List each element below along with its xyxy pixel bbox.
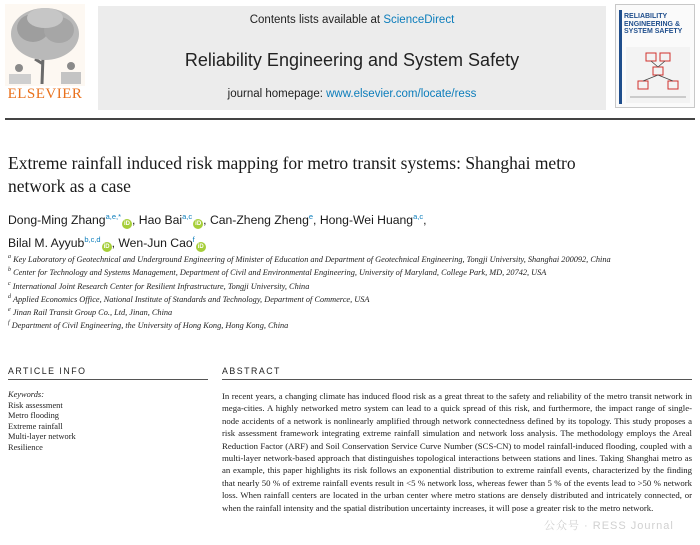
- author-name[interactable]: Can-Zheng Zheng: [209, 213, 309, 228]
- author-separator: ,: [203, 213, 207, 228]
- author-2[interactable]: [139, 213, 207, 227]
- affiliation-b: [8, 265, 648, 278]
- watermark-overlay: 公众号 · RESS Journal: [544, 520, 674, 532]
- keyword-item: Metro flooding: [8, 411, 59, 421]
- affiliation-e: [8, 305, 648, 318]
- cover-stripe: [619, 10, 622, 104]
- keyword-item: Multi-layer network: [8, 432, 76, 442]
- affiliation-key: e: [8, 307, 11, 314]
- contents-prefix: Contents lists available at: [249, 14, 384, 26]
- author-affil-sup[interactable]: e: [308, 212, 314, 221]
- cover-title: RELIABILITY ENGINEERING & SYSTEM SAFETY: [624, 13, 683, 35]
- orcid-icon[interactable]: iD: [124, 221, 130, 228]
- orcid-icon[interactable]: iD: [197, 244, 204, 251]
- affiliation-d: [8, 292, 648, 305]
- article-info-divider: [8, 379, 208, 380]
- keywords-list: [8, 390, 208, 454]
- affiliation-f: [8, 318, 648, 331]
- author-affil-sup[interactable]: a,e,*: [105, 212, 121, 221]
- sciencedirect-link[interactable]: ScienceDirect: [383, 14, 455, 26]
- author-3[interactable]: [210, 213, 316, 227]
- affiliation-text: Center for Technology and Systems Management, Department of Civil and Environmental Engineering, University of Maryland, College Park, MD, 20742, USA: [13, 268, 547, 278]
- affiliation-text: Jinan Rail Transit Group Co., Ltd, Jinan, China: [12, 307, 173, 317]
- author-4[interactable]: [320, 213, 427, 227]
- orcid-icon[interactable]: iD: [103, 244, 110, 251]
- affiliation-text: Applied Economics Office, National Institute of Standards and Technology, Department of Commerce, USA: [12, 294, 370, 304]
- keyword-item: Extreme rainfall: [8, 421, 63, 431]
- author-1[interactable]: [8, 213, 135, 227]
- homepage-prefix: journal homepage:: [227, 88, 327, 100]
- affiliation-key: c: [8, 280, 11, 287]
- paper-title: Extreme rainfall induced risk mapping for metro transit systems: Shanghai metro network as a case: [8, 153, 576, 196]
- keywords-label: Keywords:: [8, 390, 44, 399]
- author-name[interactable]: Hao Bai: [138, 213, 183, 228]
- contents-line: [98, 14, 606, 26]
- abstract-divider: [222, 379, 692, 380]
- author-separator: ,: [423, 213, 427, 228]
- author-affil-sup[interactable]: f: [192, 235, 195, 245]
- author-6[interactable]: [118, 236, 205, 250]
- keyword-item: Resilience: [8, 442, 43, 452]
- author-affil-sup[interactable]: b,c,d: [84, 235, 101, 245]
- affiliation-list: [8, 252, 648, 332]
- journal-info-box: [98, 6, 606, 110]
- author-name[interactable]: Bilal M. Ayyub: [8, 236, 85, 251]
- abstract-heading: ABSTRACT: [222, 366, 281, 376]
- author-separator: ,: [111, 236, 115, 251]
- article-info-heading: ARTICLE INFO: [8, 366, 87, 376]
- author-affil-sup[interactable]: a,c: [182, 212, 193, 221]
- author-name[interactable]: Hong-Wei Huang: [319, 213, 414, 228]
- affiliation-key: f: [8, 320, 10, 327]
- affiliation-key: d: [8, 293, 11, 300]
- homepage-line: [98, 88, 606, 100]
- keyword-item: Risk assessment: [8, 400, 63, 410]
- cover-illustration: [626, 47, 690, 103]
- author-name[interactable]: Dong-Ming Zhang: [8, 213, 106, 228]
- banner-divider: [5, 118, 695, 120]
- author-name[interactable]: Wen-Jun Cao: [118, 236, 193, 251]
- affiliation-text: Key Laboratory of Geotechnical and Underground Engineering of Minister of Education and Department of Geotechnical Engineering, Tongji University, Shanghai 200092, China: [13, 254, 611, 264]
- homepage-link[interactable]: www.elsevier.com/locate/ress: [326, 88, 477, 100]
- author-5[interactable]: [8, 236, 115, 250]
- author-affil-sup[interactable]: a,c: [413, 212, 424, 221]
- affiliation-c: [8, 279, 648, 292]
- orcid-icon[interactable]: iD: [195, 221, 202, 228]
- affiliation-text: Department of Civil Engineering, the University of Hong Kong, Hong Kong, China: [11, 321, 289, 331]
- author-separator: ,: [313, 213, 317, 228]
- author-separator: ,: [132, 213, 136, 228]
- affiliation-key: a: [8, 254, 11, 260]
- abstract-text: In recent years, a changing climate has induced flood risk as a great threat to the safety and reliability of the metro transit network in mega-cities. A highly networked metro system can lead to a quick spread of this risk, and furthermore, the impact range of single-node accidents of a network is nonlinearly amplified through network connectedness defined by its topology. This study proposes a risk assessment framework integrating extreme rainfall simulation and network loss analysis. The methodology employs the Areal Reduction Factor (ARF) and Soil Conservation Service Curve Number (SCS-CN) to model rainfall-induced flooding, coupled with a multi-layer network-based approach that distinguishes topological interactions between stations and lines. Taking Shanghai metro as an example, this paper highlights its risk follows an exponential distribution to extreme rainfall events, characterized by the finding that nearly 50 % of extreme rainfall events result in <5 % network loss, whereas fewer than 5 % of the events lead to >50 % network loss. When rainfall centers are located in the urban center where metro stations are densely distributed and intricately connected, or when the rainfall intensity and the spatial distribution uncertainty increases, it will pose a greater risk to the metro network.: [222, 391, 692, 513]
- affiliation-text: International Joint Research Center for Resilient Infrastructure, Tongji University, China: [12, 281, 310, 291]
- affiliation-key: b: [8, 267, 11, 274]
- journal-cover-thumbnail[interactable]: [615, 4, 695, 108]
- journal-banner: [0, 0, 700, 112]
- journal-title[interactable]: Reliability Engineering and System Safety: [184, 50, 520, 70]
- author-list: [8, 207, 608, 253]
- affiliation-a: [8, 252, 648, 265]
- elsevier-wordmark[interactable]: ELSEVIER: [7, 86, 83, 102]
